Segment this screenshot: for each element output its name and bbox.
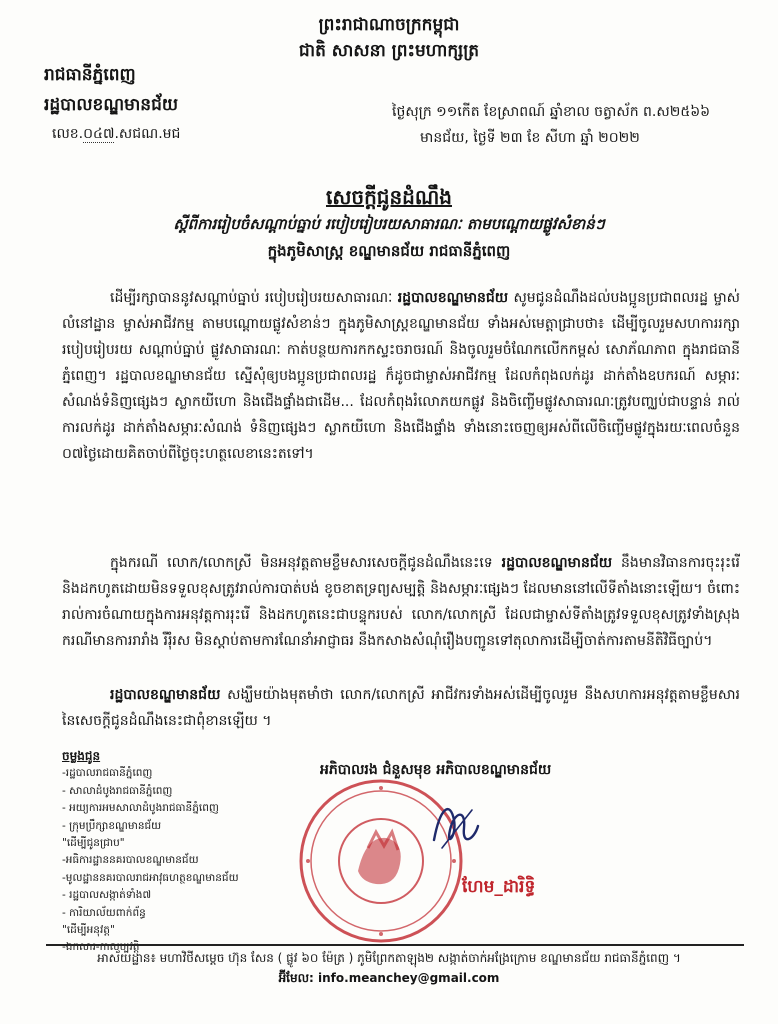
p3-issuer-bold: រដ្ឋបាលខណ្ឌមានជ័យ [110,687,221,703]
footer-divider [46,944,744,946]
cc-item: -ឯកសារ-កាលប្បវត្តិ [62,941,140,954]
cc-item: - រដ្ឋបាលសង្កាត់ទាំង៧ [62,889,152,902]
cc-item: -រដ្ឋបាលរាជធានីភ្នំពេញ [62,767,153,780]
body-paragraph-1 [62,285,740,467]
kingdom-title: ព្រះរាជាណាចក្រកម្ពុជា [318,15,460,35]
ref-number: ០៤៧ [83,126,115,142]
p1-issuer-bold: រដ្ឋបាលខណ្ឌមានជ័យ [397,290,509,306]
cc-list [62,748,239,957]
notice-subject-line2: ក្នុងភូមិសាស្ត្រ ខណ្ឌមានជ័យ រាជធានីភ្នំពេញ [267,242,511,260]
p1-text-start: ដើម្បីរក្សាបាននូវសណ្តាប់ធ្នាប់ របៀបរៀបរយសាធារណៈ [110,290,398,306]
email-address[interactable]: info.meanchey@gmail.com [318,971,500,985]
cc-item: -អធិការដ្ឋាននគរបាលខណ្ឌមានជ័យ [62,854,199,867]
reference-number [52,124,180,145]
p2-text-start: ក្នុងករណី លោក/លោកស្រី មិនអនុវត្តតាមខ្លឹមសារសេចក្តីជូនដំណឹងនេះទេ [110,555,502,571]
cc-item: -មូលដ្ឋាននគរបាលរាជអាវុធហត្ថខណ្ឌមានជ័យ [62,871,239,884]
body-paragraph-2 [62,550,740,654]
lunar-date: ថ្ងៃសុក្រ ១១កើត ខែស្រាពណ៍ ឆ្នាំខាល ចត្វាស័ក ព.ស២៥៦៦ [392,104,711,120]
district-name: រដ្ឋបាលខណ្ឌមានជ័យ [44,95,179,115]
signatory-name: ហែម_ដារិទ្ធិ [462,877,536,897]
capital-name: រាជធានីភ្នំពេញ [44,65,136,85]
cc-item: "ដើម្បីអនុវត្ត" [62,924,115,937]
solar-date: មានជ័យ, ថ្ងៃទី ២៣ ខែ សីហា ឆ្នាំ ២០២២ [420,130,640,146]
cc-item: - សាលាដំបូងរាជធានីភ្នំពេញ [62,784,173,797]
national-motto: ជាតិ សាសនា ព្រះមហាក្សត្រ [298,41,480,61]
footer-address: អាស័យដ្ឋាន៖ មហាវិថីសម្តេច ហ៊ុន សែន ( ផ្លូវ ៦០ ម៉ែត្រ ) ភូមិព្រែកតាឡុង២ សង្កាត់ចាក់អង្រែក្រោម ខណ្ឌមានជ័យ រាជធានីភ្នំពេញ ។ [97,951,681,965]
body-paragraph-3 [62,682,740,734]
cc-item: - ក្រុមប្រឹក្សាខណ្ឌមានជ័យ [62,819,162,832]
cc-item: - ការិយាល័យពាក់ព័ន្ធ [62,906,146,919]
ref-suffix: .សជណ.មជ [114,126,181,142]
handwritten-signature-icon [420,790,490,860]
p2-issuer-bold: រដ្ឋបាលខណ្ឌមានជ័យ [501,555,613,571]
p3-text-rest: សង្ឃឹមយ៉ាងមុតមាំថា លោក/លោកស្រី អាជីវករទាំងអស់ដើម្បីចូលរួម នឹងសហការអនុវត្តតាមខ្លឹមសារនៃសេចក្តីជូនដំណឹងនេះជាពុំខានឡើយ ។ [62,687,740,729]
notice-subject-line1: ស្តីពីការរៀបចំសណ្តាប់ធ្នាប់ របៀបរៀបរយសាធារណៈ តាមបណ្តោយផ្លូវសំខាន់ៗ [173,215,605,233]
cc-heading: ចម្លងជូន [62,749,101,763]
cc-item: "ដើម្បីជូនជ្រាប" [62,837,125,850]
ref-prefix: លេខ. [52,126,84,142]
notice-title: សេចក្តីជូនដំណឹង [326,185,452,209]
cc-item: - អយ្យការអមសាលាដំបូងរាជធានីភ្នំពេញ [62,802,219,815]
p2-text-rest: នឹងមានវិធានការចុះរុះរើ និងដកហូតដោយមិនទទួលខុសត្រូវរាល់ការបាត់បង់ ខូចខាតទ្រព្យសម្បត្តិ និងសម្ភារៈផ្សេងៗ ដែលមាននៅលើទីតាំងនោះឡើយ។ ចំពោះរាល់ការចំណាយក្នុងការអនុវត្តការរុះរើ និងដកហូតនេះជាបន្ទុករបស់ លោក/លោកស្រី ដែលជាម្ចាស់ទីតាំងត្រូវទទួលខុសត្រូវទាំងស្រុង ករណីមានការរារាំង រឺរុំរស មិនស្តាប់តាមការណែនាំអាជ្ញាធរ នឹងកសាងសំណុំរឿងបញ្ជូនទៅតុលាការដើម្បីចាត់ការតាមនីតិវិធីច្បាប់។ [62,555,740,649]
p1-text-rest: សូមជូនដំណឹងដល់បងប្អូនប្រជាពលរដ្ឋ ម្ចាស់លំនៅដ្ឋាន ម្ចាស់អាជីវកម្ម តាមបណ្តោយផ្លូវសំខាន់ៗ ក្នុងភូមិសាស្ត្រខណ្ឌមានជ័យ ទាំងអស់មេត្តាជ្រាបថា៖ ដើម្បីចូលរួមសហការរក្សារបៀបរៀបរយ សណ្តាប់ធ្នាប់ ផ្លូវសាធារណៈ កាត់បន្ថយការកកស្ទះចរាចរណ៍ និងចូលរួមចំណែកលើកកម្ពស់ សោភ័ណភាព ក្នុងរាជធានីភ្នំពេញ។ រដ្ឋបាលខណ្ឌមានជ័យ ស្នើសុំឲ្យបងប្អូនប្រជាពលរដ្ឋ ក៏ដូចជាម្ចាស់អាជីវកម្ម ដែលកំពុងលក់ដូរ ដាក់តាំងឧបករណ៍ សម្ភារៈសំណង់ទំនិញផ្សេងៗ ស្លាកយីហោ និងជើងផ្ទាំងជាដើម... ដែលកំពុងរំលោភយកផ្លូវ និងចិញ្ចើមផ្លូវសាធារណៈត្រូវបញ្ឈប់ជាបន្ទាន់ រាល់ការលក់ដូរ ដាក់តាំងសម្ភារៈសំណង់ ទំនិញផ្សេងៗ ស្លាកយីហោ និងជើងផ្ទាំង ទាំងនោះចេញឲ្យអស់ពីលើចិញ្ចើមផ្លូវក្នុងរយៈពេលចំនួន ០៧ថ្ងៃដោយគិតចាប់ពីថ្ងៃចុះហត្ថលេខានេះតទៅ។ [62,290,740,462]
footer-email [0,970,778,988]
email-label: អ៊ីមែល: [278,971,319,985]
signatory-role: អភិបាលរង ជំនួសមុខ អភិបាលខណ្ឌមានជ័យ [320,762,552,778]
